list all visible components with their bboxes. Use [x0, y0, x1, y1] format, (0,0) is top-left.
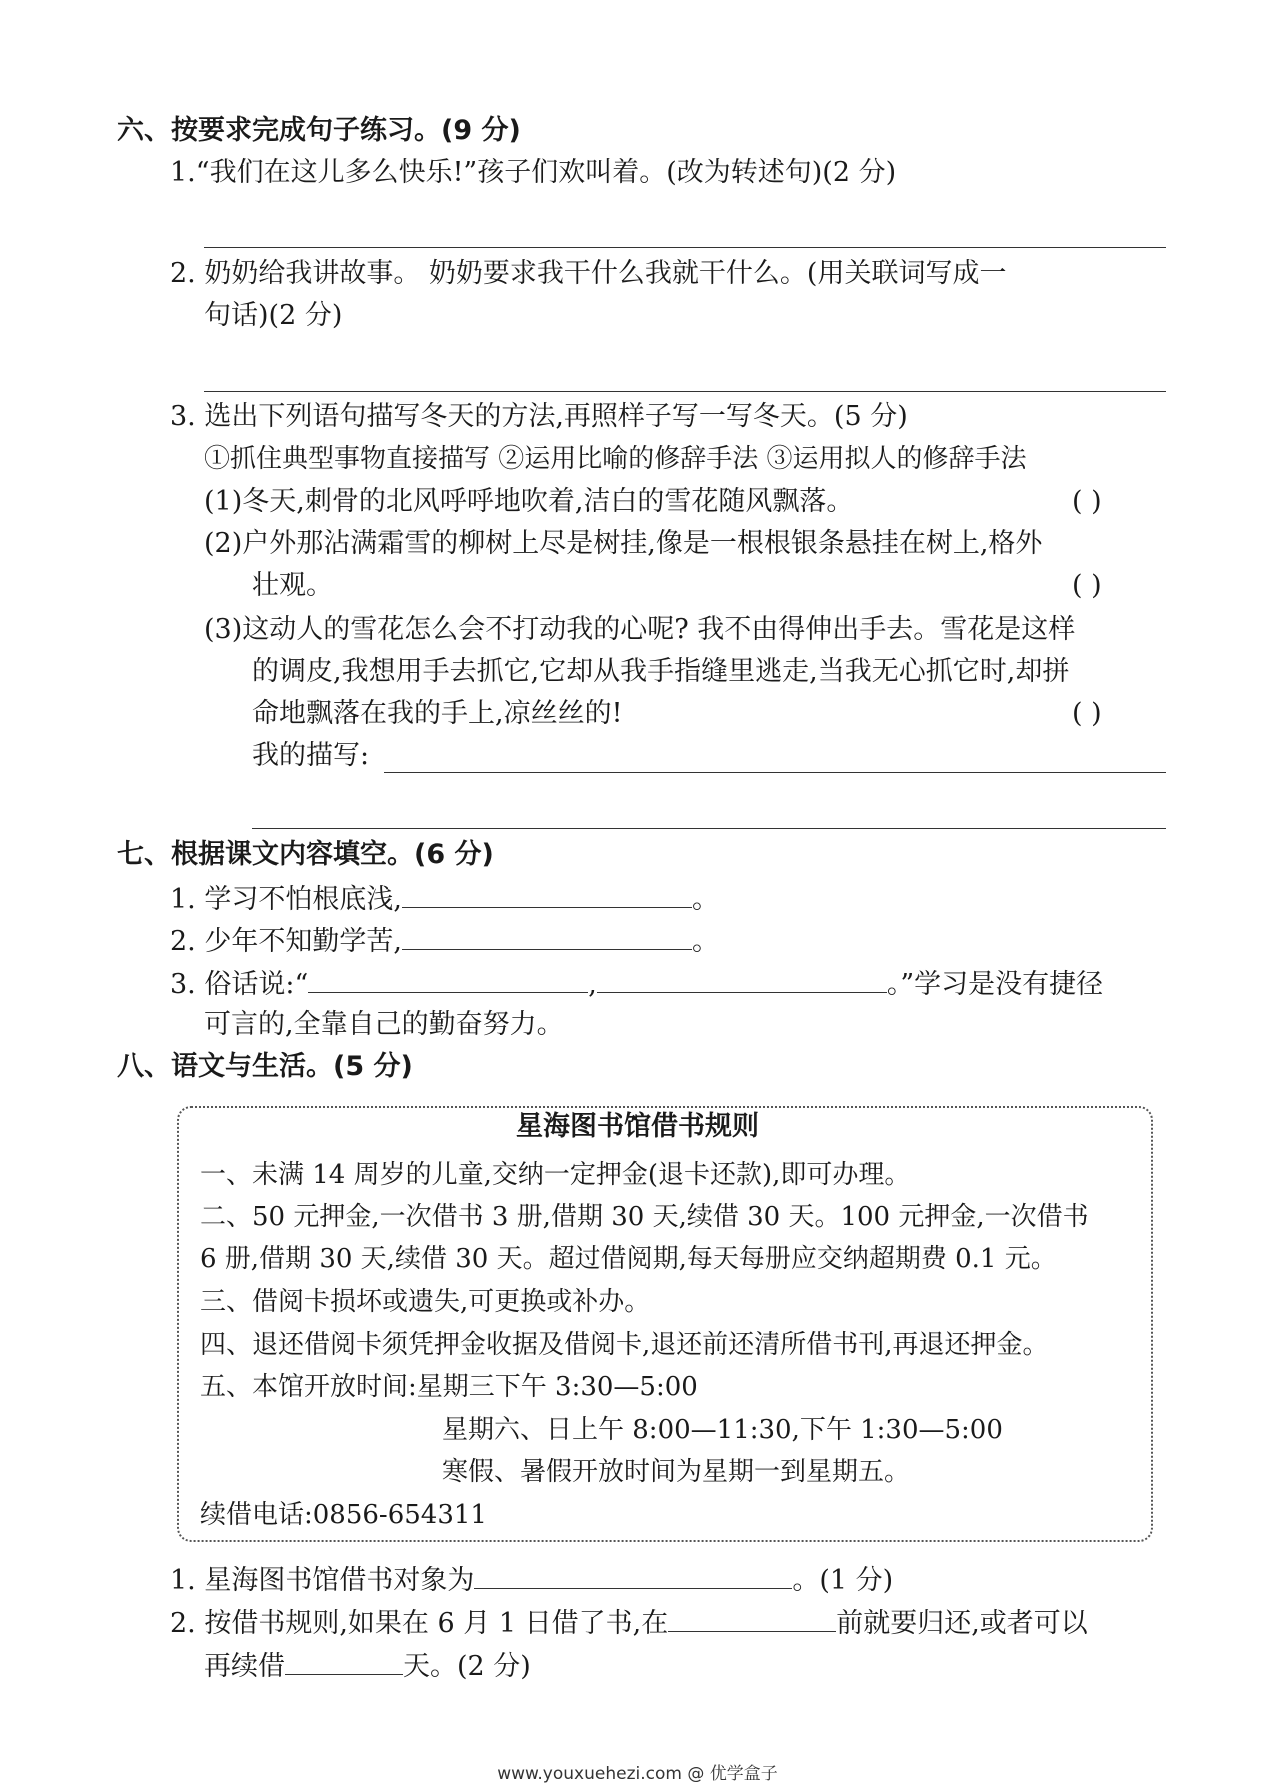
s6-item1-answer-paren[interactable]: ( ) [1072, 486, 1102, 517]
s6-q3-item-2-line2: 壮观。 [252, 570, 333, 601]
s6-q3-item-3-line3: 命地飘落在我的手上,凉丝丝的! [252, 698, 623, 729]
s8-q2-text: 2. 按借书规则,如果在 6 月 1 日借了书,在 [170, 1608, 669, 1639]
s7-q2-period: 。 [691, 926, 719, 957]
s6-my-description-line-2[interactable] [252, 828, 1166, 829]
s6-item3-answer-paren[interactable]: ( ) [1072, 698, 1102, 729]
s7-q2-text: 2. 少年不知勤学苦, [170, 926, 402, 957]
s8-q1-text: 1. 星海图书馆借书对象为 [170, 1565, 475, 1596]
s6-q3-item-3-line2: 的调皮,我想用手去抓它,它却从我手指缝里逃走,当我无心抓它时,却拼 [252, 656, 1070, 687]
rule-2-line2: 6 册,借期 30 天,续借 30 天。超过借阅期,每天每册应交纳超期费 0.1 元。 [200, 1244, 1057, 1274]
library-rules-title: 星海图书馆借书规则 [516, 1111, 759, 1142]
s7-question-2 [170, 923, 719, 959]
rule-5-line3: 寒假、暑假开放时间为星期一到星期五。 [442, 1457, 911, 1487]
s8-q1-blank[interactable] [474, 1562, 792, 1589]
s8-q2-mid: 前就要归还,或者可以 [836, 1608, 1088, 1639]
section8-heading: 八、语文与生活。(5 分) [117, 1051, 413, 1082]
s6-q3-item-1: (1)冬天,刺骨的北风呼呼地吹着,洁白的雪花随风飘落。 [204, 486, 854, 517]
rule-4: 四、退还借阅卡须凭押金收据及借阅卡,退还前还清所借书刊,再退还押金。 [200, 1330, 1049, 1360]
s6-question-2-line1: 2. 奶奶给我讲故事。 奶奶要求我干什么我就干什么。(用关联词写成一 [170, 258, 1007, 289]
s8-q2-line2-text: 再续借 [204, 1651, 285, 1682]
rule-2-line1: 二、50 元押金,一次借书 3 册,借期 30 天,续借 30 天。100 元押金,一次借书 [200, 1202, 1089, 1232]
s7-q3-blank-1[interactable] [308, 966, 588, 993]
section6-heading: 六、按要求完成句子练习。(9 分) [117, 115, 521, 146]
s6-my-description-label: 我的描写: [252, 740, 370, 771]
s6-q2-answer-line[interactable] [204, 391, 1166, 392]
s8-question-2 [170, 1605, 1088, 1641]
s6-q1-answer-line[interactable] [204, 247, 1166, 248]
s7-q3-blank-2[interactable] [597, 966, 887, 993]
s7-q1-text: 1. 学习不怕根底浅, [170, 884, 402, 915]
s6-q3-options: ①抓住典型事物直接描写 ②运用比喻的修辞手法 ③运用拟人的修辞手法 [204, 444, 1027, 474]
s7-q3-suffix: 。”学习是没有捷径 [886, 969, 1104, 1000]
footer-watermark: www.youxuehezi.com @ 优学盒子 [497, 1764, 778, 1784]
s8-q2-blank-1[interactable] [668, 1605, 836, 1632]
s7-question-3 [170, 966, 1103, 1002]
s6-my-description-line-1[interactable] [384, 772, 1166, 773]
rule-5-line1: 五、本馆开放时间:星期三下午 3:30—5:00 [200, 1372, 698, 1402]
s7-q3-text: 3. 俗话说:“ [170, 969, 309, 1000]
s6-q3-item-2-line1: (2)户外那沾满霜雪的柳树上尽是树挂,像是一根根银条悬挂在树上,格外 [204, 528, 1043, 559]
s6-question-2-line2: 句话)(2 分) [204, 300, 343, 331]
s8-q1-suffix: 。(1 分) [792, 1565, 894, 1596]
s7-question-3-line2: 可言的,全靠自己的勤奋努力。 [204, 1009, 564, 1040]
s6-question-1: 1.“我们在这儿多么快乐!”孩子们欢叫着。(改为转述句)(2 分) [170, 157, 897, 188]
s7-q3-comma: , [588, 969, 597, 1000]
s6-question-3: 3. 选出下列语句描写冬天的方法,再照样子写一写冬天。(5 分) [170, 401, 908, 432]
s7-question-1 [170, 881, 719, 917]
s7-q1-period: 。 [691, 884, 719, 915]
renewal-phone: 续借电话:0856-654311 [200, 1500, 487, 1530]
rule-5-line2: 星期六、日上午 8:00—11:30,下午 1:30—5:00 [442, 1415, 1003, 1445]
s7-q1-blank[interactable] [402, 881, 692, 908]
s8-question-2-line2 [204, 1648, 531, 1684]
s6-q3-item-3-line1: (3)这动人的雪花怎么会不打动我的心呢? 我不由得伸出手去。雪花是这样 [204, 614, 1076, 645]
s8-q2-line2-suffix: 天。(2 分) [403, 1651, 531, 1682]
rule-3: 三、借阅卡损坏或遗失,可更换或补办。 [200, 1287, 651, 1317]
s8-q2-blank-2[interactable] [285, 1648, 403, 1675]
rule-1: 一、未满 14 周岁的儿童,交纳一定押金(退卡还款),即可办理。 [200, 1160, 911, 1190]
s8-question-1 [170, 1562, 893, 1598]
s7-q2-blank[interactable] [402, 923, 692, 950]
s6-item2-answer-paren[interactable]: ( ) [1072, 570, 1102, 601]
section7-heading: 七、根据课文内容填空。(6 分) [117, 839, 494, 870]
